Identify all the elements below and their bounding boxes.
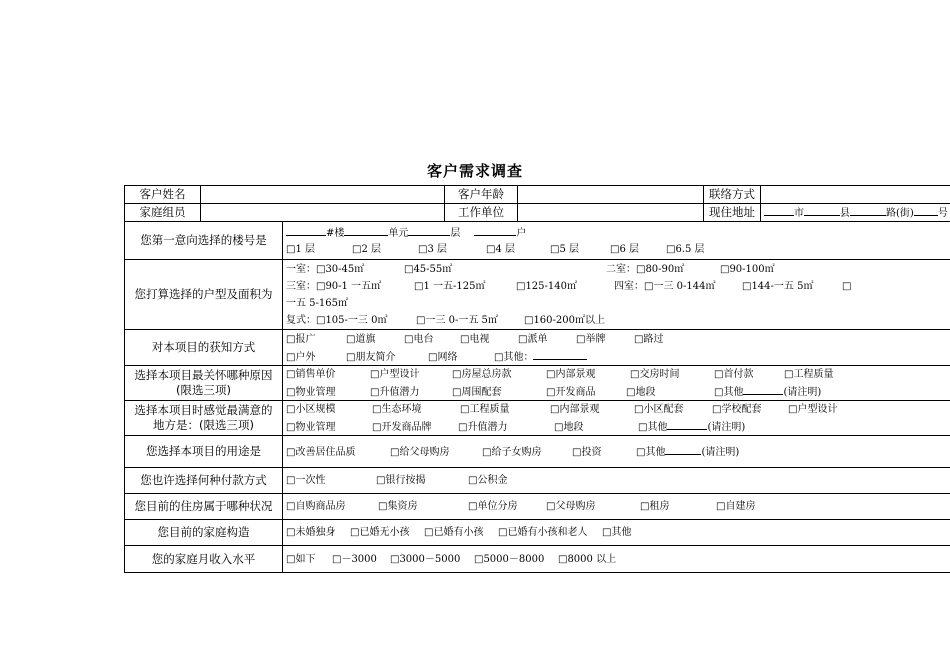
source-outdoor[interactable]: □户外: [286, 351, 316, 363]
address-city-blank[interactable]: [764, 204, 794, 216]
satisfied-appreciation[interactable]: □升值潜力: [458, 422, 508, 433]
unit-option-155-165-checkbox[interactable]: □: [842, 280, 852, 292]
unit-blank[interactable]: [344, 224, 388, 236]
family-members-label: 家庭组员: [125, 204, 201, 222]
two-room-label: 二室：: [606, 263, 636, 275]
concern-question-line1: 选择本项目最关怀哪种原因: [134, 368, 273, 382]
housing-unit[interactable]: □单位分房: [468, 501, 518, 512]
satisfied-developer-brand[interactable]: □开发商品牌: [372, 422, 432, 433]
concern-quality[interactable]: □工程质量: [784, 369, 834, 380]
source-question: 对本项目的获知方式: [125, 330, 283, 366]
purpose-investment[interactable]: □投资: [572, 447, 602, 458]
contact-label: 联络方式: [704, 186, 761, 204]
housing-purchased[interactable]: □自购商品房: [286, 501, 346, 512]
floor-option-4[interactable]: □4 层: [486, 243, 515, 255]
four-room-label: 四室：: [614, 280, 644, 292]
income-options: [283, 546, 950, 573]
survey-table: [124, 185, 950, 573]
purpose-other[interactable]: □其他: [636, 447, 666, 458]
source-row: [125, 330, 950, 366]
source-radio[interactable]: □电台: [404, 333, 434, 345]
source-sign[interactable]: □举牌: [576, 333, 606, 345]
address-number-blank[interactable]: [914, 204, 938, 216]
room-blank[interactable]: [474, 224, 516, 236]
floor-option-2[interactable]: □2 层: [352, 243, 381, 255]
header-row-1: [125, 186, 950, 204]
work-unit-label: 工作单位: [445, 204, 518, 222]
room-label: 户: [516, 227, 527, 239]
work-unit-field[interactable]: [518, 204, 704, 222]
unit-option-30-45[interactable]: □30-45㎡: [316, 263, 365, 275]
customer-age-label: 客户年龄: [445, 186, 518, 204]
floor-option-1[interactable]: □1 层: [286, 243, 315, 255]
source-internet[interactable]: □网络: [428, 351, 458, 363]
unit-option-144-155[interactable]: □144-一五 5㎡: [742, 280, 814, 292]
satisfied-quality[interactable]: □工程质量: [460, 404, 510, 415]
current-housing-row: [125, 494, 950, 520]
housing-parents[interactable]: □父母购房: [546, 501, 596, 512]
unit-option-80-90[interactable]: □80-90㎡: [636, 263, 685, 275]
payment-row: [125, 468, 950, 494]
concern-question: [125, 366, 283, 401]
satisfied-options: [283, 401, 950, 436]
purpose-children[interactable]: □给子女购房: [482, 447, 542, 458]
current-housing-question: 您目前的住房属于哪种状况: [125, 494, 283, 520]
satisfied-school[interactable]: □学校配套: [712, 404, 762, 415]
satisfied-facilities[interactable]: □小区配套: [634, 404, 684, 415]
address-county-blank[interactable]: [804, 204, 840, 216]
concern-row: [125, 366, 950, 401]
unit-label: 单元: [388, 227, 409, 239]
source-newspaper[interactable]: □报广: [286, 333, 316, 345]
floor-question: 您第一意向选择的楼号是: [125, 222, 283, 260]
satisfied-property-mgmt[interactable]: □物业管理: [286, 422, 336, 433]
floor-option-5[interactable]: □5 层: [550, 243, 579, 255]
family-married-no-kids[interactable]: □已婚无小孩: [350, 527, 410, 538]
duplex-label: 复式：: [286, 314, 316, 326]
concern-facilities[interactable]: □周围配套: [452, 387, 502, 398]
building-label: #楼: [326, 227, 345, 239]
customer-name-label: 客户姓名: [125, 186, 201, 204]
address-city-label: 市: [794, 208, 804, 219]
income-row: [125, 546, 950, 573]
payment-fund[interactable]: □公积金: [468, 475, 508, 486]
income-3000-5000[interactable]: □3000－5000: [390, 553, 461, 565]
payment-question: 您也许选择何种付款方式: [125, 468, 283, 494]
purpose-options: [283, 436, 950, 468]
unit-option-130-144[interactable]: □一三 0-144㎡: [644, 280, 716, 292]
concern-other-blank[interactable]: [743, 383, 783, 395]
purpose-improve[interactable]: □改善居住品质: [286, 447, 356, 458]
source-passby[interactable]: □路过: [634, 333, 664, 345]
building-blank[interactable]: [286, 224, 326, 236]
address-county-label: 县: [840, 208, 850, 219]
unit-option-130-155[interactable]: □一三 0-一五 5㎡: [416, 314, 498, 326]
family-single[interactable]: □未婚独身: [286, 527, 336, 538]
purpose-question: 您选择本项目的用途是: [125, 436, 283, 468]
concern-developer[interactable]: □开发商品: [546, 387, 596, 398]
source-other[interactable]: □其他：: [494, 351, 534, 363]
concern-question-line2: (限选三项): [176, 383, 231, 397]
contact-field[interactable]: [761, 186, 950, 204]
concern-location[interactable]: □地段: [626, 387, 656, 398]
payment-mortgage[interactable]: □银行按揭: [376, 475, 426, 486]
one-room-label: 一室：: [286, 263, 316, 275]
current-housing-options: [283, 494, 950, 520]
purpose-other-blank[interactable]: [665, 443, 701, 455]
concern-other[interactable]: □其他: [714, 387, 744, 398]
satisfied-other-blank[interactable]: [667, 418, 707, 430]
housing-rent[interactable]: □租房: [640, 501, 670, 512]
satisfied-other-note: (请注明): [707, 422, 746, 433]
floor-option-3[interactable]: □3 层: [418, 243, 447, 255]
source-tv[interactable]: □电视: [460, 333, 490, 345]
three-room-label: 三室：: [286, 280, 316, 292]
payment-full[interactable]: □一次性: [286, 475, 326, 486]
header-row-2: [125, 204, 950, 222]
address-number-label: 号: [937, 208, 948, 219]
concern-options: [283, 366, 950, 401]
family-structure-options: [283, 520, 950, 546]
concern-price[interactable]: □销售单价: [286, 369, 336, 380]
income-5000-8000[interactable]: □5000－8000: [474, 553, 545, 565]
floor-option-6-5[interactable]: □6.5 层: [666, 243, 705, 255]
income-8000-plus[interactable]: □8000 以上: [558, 553, 617, 565]
concern-delivery-time[interactable]: □交房时间: [630, 369, 680, 380]
unit-option-105-130[interactable]: □105-一三 0㎡: [316, 314, 388, 326]
unit-option-125-140[interactable]: □125-140㎡: [516, 280, 578, 292]
source-flyer[interactable]: □派单: [518, 333, 548, 345]
satisfied-question-line2: 地方是：(限选三项): [153, 418, 254, 432]
concern-layout[interactable]: □户型设计: [370, 369, 420, 380]
income-below[interactable]: □如下: [286, 553, 316, 565]
concern-other-note: (请注明): [783, 387, 822, 398]
floor-row: [125, 222, 950, 260]
family-married-kids-elders[interactable]: □已婚有小孩和老人: [498, 527, 588, 538]
purpose-row: [125, 436, 950, 468]
source-flag[interactable]: □道旗: [346, 333, 376, 345]
concern-total-price[interactable]: □房屋总房款: [452, 369, 512, 380]
address-road-label: 路(街): [886, 208, 914, 219]
satisfied-landscape[interactable]: □内部景观: [550, 404, 600, 415]
satisfied-environment[interactable]: □生态环境: [372, 404, 422, 415]
housing-self-built[interactable]: □自建房: [716, 501, 756, 512]
customer-age-field[interactable]: [518, 186, 704, 204]
customer-name-field[interactable]: [201, 186, 445, 204]
unit-type-row: [125, 260, 950, 330]
purpose-other-note: (请注明): [701, 447, 740, 458]
unit-option-90-100[interactable]: □90-100㎡: [720, 263, 775, 275]
family-structure-row: [125, 520, 950, 546]
source-other-blank[interactable]: [533, 348, 587, 360]
address-road-blank[interactable]: [850, 204, 886, 216]
satisfied-question: [125, 401, 283, 436]
satisfied-question-line1: 选择本项目时感觉最满意的: [134, 403, 273, 417]
address-label: 现住地址: [704, 204, 761, 222]
unit-type-options: [283, 260, 950, 330]
floor-option-6[interactable]: □6 层: [610, 243, 639, 255]
floor-blank[interactable]: [408, 224, 450, 236]
satisfied-row: [125, 401, 950, 436]
unit-option-45-55[interactable]: □45-55㎡: [404, 263, 453, 275]
unit-option-160-200[interactable]: □160-200㎡以上: [524, 314, 606, 326]
family-married-kids[interactable]: □已婚有小孩: [424, 527, 484, 538]
satisfied-other[interactable]: □其他: [638, 422, 668, 433]
concern-down-payment[interactable]: □首付款: [714, 369, 754, 380]
source-friend[interactable]: □朋友简介: [346, 351, 396, 363]
income-3000[interactable]: □－3000: [332, 553, 377, 565]
source-options: [283, 330, 950, 366]
floor-label: 层: [450, 227, 461, 239]
family-members-field[interactable]: [201, 204, 445, 222]
concern-property-mgmt[interactable]: □物业管理: [286, 387, 336, 398]
satisfied-layout[interactable]: □户型设计: [788, 404, 838, 415]
page-title: 客户需求调查: [426, 162, 523, 180]
concern-appreciation[interactable]: □升值潜力: [370, 387, 420, 398]
concern-landscape[interactable]: □内部景观: [546, 369, 596, 380]
floor-options: [283, 222, 950, 260]
family-structure-question: 您目前的家庭构造: [125, 520, 283, 546]
unit-option-90-115[interactable]: □90-1 一五㎡: [316, 280, 382, 292]
address-field[interactable]: [761, 204, 950, 222]
satisfied-location[interactable]: □地段: [554, 422, 584, 433]
satisfied-scale[interactable]: □小区规模: [286, 404, 336, 415]
unit-option-155-165: 一五 5-165㎡: [286, 297, 349, 309]
family-other[interactable]: □其他: [602, 527, 632, 538]
payment-options: [283, 468, 950, 494]
unit-option-115-125[interactable]: □1 一五-125㎡: [414, 280, 486, 292]
housing-collective[interactable]: □集资房: [378, 501, 418, 512]
purpose-parents[interactable]: □给父母购房: [390, 447, 450, 458]
income-question: 您的家庭月收入水平: [125, 546, 283, 573]
unit-type-question: 您打算选择的户型及面积为: [125, 260, 283, 330]
